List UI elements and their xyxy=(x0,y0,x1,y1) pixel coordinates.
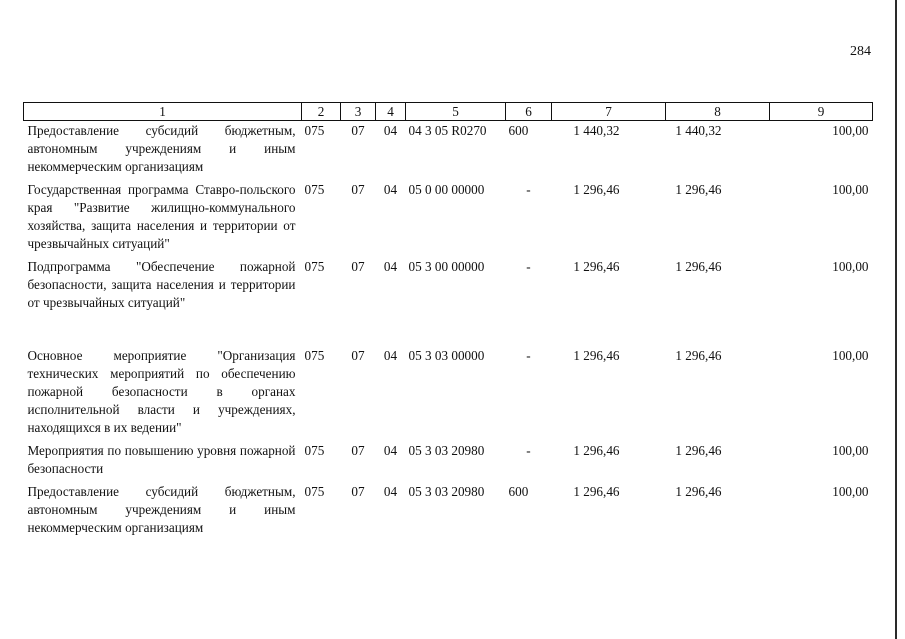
target-article-cell: 05 3 03 20980 xyxy=(408,484,485,499)
target-article-cell: 05 3 03 20980 xyxy=(408,443,485,458)
target-article-cell: 05 3 00 00000 xyxy=(408,259,485,274)
subsection-code-cell: 04 xyxy=(383,182,398,197)
section-code-cell: 07 xyxy=(351,123,365,138)
table-row xyxy=(24,180,873,257)
executed-amount-cell: 1 296,46 xyxy=(675,484,722,499)
target-article-cell: 04 3 05 R0270 xyxy=(408,123,487,138)
column-header: 4 xyxy=(376,103,406,121)
item-name-cell: Государственная программа Ставро-польского края "Развитие жилищно-коммунального хозяйства, защита населения и территории от чрезвычайных ситуаций" xyxy=(27,182,296,251)
page-edge-line xyxy=(895,0,897,639)
ministry-code-cell: 075 xyxy=(304,348,325,363)
target-article-cell: 05 3 03 00000 xyxy=(408,348,485,363)
column-header: 8 xyxy=(666,103,770,121)
planned-amount-cell: 1 296,46 xyxy=(573,259,620,274)
page-number: 284 xyxy=(850,44,871,59)
target-article-cell: 05 0 00 00000 xyxy=(408,182,485,197)
expense-type-cell: - xyxy=(526,348,531,363)
executed-amount-cell: 1 296,46 xyxy=(675,182,722,197)
planned-amount-cell: 1 440,32 xyxy=(573,123,620,138)
column-header: 3 xyxy=(341,103,376,121)
item-name-cell: Предоставление субсидий бюджетным, автономным учреждениям и иным некоммерческим организациям xyxy=(27,484,296,535)
section-code-cell: 07 xyxy=(351,443,365,458)
percent-cell: 100,00 xyxy=(832,443,869,458)
expense-type-cell: - xyxy=(526,443,531,458)
subsection-code-cell: 04 xyxy=(383,259,398,274)
item-name-cell: Предоставление субсидий бюджетным, автономным учреждениям и иным некоммерческим организациям xyxy=(27,123,296,174)
expense-type-cell: - xyxy=(526,182,531,197)
subsection-code-cell: 04 xyxy=(383,443,398,458)
item-name-cell: Подпрограмма "Обеспечение пожарной безопасности, защита населения и территории от чрезвычайных ситуаций" xyxy=(27,259,296,310)
planned-amount-cell: 1 296,46 xyxy=(573,484,620,499)
item-name-cell: Основное мероприятие "Организация технических мероприятий по обеспечению пожарной безопасности в органах исполнительной власти и учреждениях, находящихся в их ведении" xyxy=(27,348,296,435)
expense-type-cell: 600 xyxy=(508,123,529,138)
section-code-cell: 07 xyxy=(351,259,365,274)
subsection-code-cell: 04 xyxy=(383,348,398,363)
ministry-code-cell: 075 xyxy=(304,259,325,274)
executed-amount-cell: 1 296,46 xyxy=(675,348,722,363)
section-code-cell: 07 xyxy=(351,348,365,363)
percent-cell: 100,00 xyxy=(832,182,869,197)
subsection-code-cell: 04 xyxy=(383,123,398,138)
budget-table xyxy=(23,102,873,541)
column-header: 1 xyxy=(24,103,302,121)
percent-cell: 100,00 xyxy=(832,259,869,274)
planned-amount-cell: 1 296,46 xyxy=(573,348,620,363)
section-code-cell: 07 xyxy=(351,484,365,499)
executed-amount-cell: 1 296,46 xyxy=(675,259,722,274)
planned-amount-cell: 1 296,46 xyxy=(573,443,620,458)
item-name-cell: Мероприятия по повышению уровня пожарной безопасности xyxy=(27,443,296,476)
table-row xyxy=(24,482,873,541)
ministry-code-cell: 075 xyxy=(304,182,325,197)
table-header-row xyxy=(24,103,873,121)
executed-amount-cell: 1 296,46 xyxy=(675,443,722,458)
section-code-cell: 07 xyxy=(351,182,365,197)
executed-amount-cell: 1 440,32 xyxy=(675,123,722,138)
ministry-code-cell: 075 xyxy=(304,443,325,458)
percent-cell: 100,00 xyxy=(832,348,869,363)
table-row xyxy=(24,257,873,346)
planned-amount-cell: 1 296,46 xyxy=(573,182,620,197)
percent-cell: 100,00 xyxy=(832,123,869,138)
column-header: 9 xyxy=(770,103,873,121)
percent-cell: 100,00 xyxy=(832,484,869,499)
column-header: 5 xyxy=(406,103,506,121)
table-row xyxy=(24,441,873,482)
column-header: 2 xyxy=(302,103,341,121)
table-row xyxy=(24,121,873,181)
expense-type-cell: 600 xyxy=(508,484,529,499)
subsection-code-cell: 04 xyxy=(383,484,398,499)
expense-type-cell: - xyxy=(526,259,531,274)
table-row xyxy=(24,346,873,441)
ministry-code-cell: 075 xyxy=(304,484,325,499)
column-header: 7 xyxy=(552,103,666,121)
column-header: 6 xyxy=(506,103,552,121)
ministry-code-cell: 075 xyxy=(304,123,325,138)
